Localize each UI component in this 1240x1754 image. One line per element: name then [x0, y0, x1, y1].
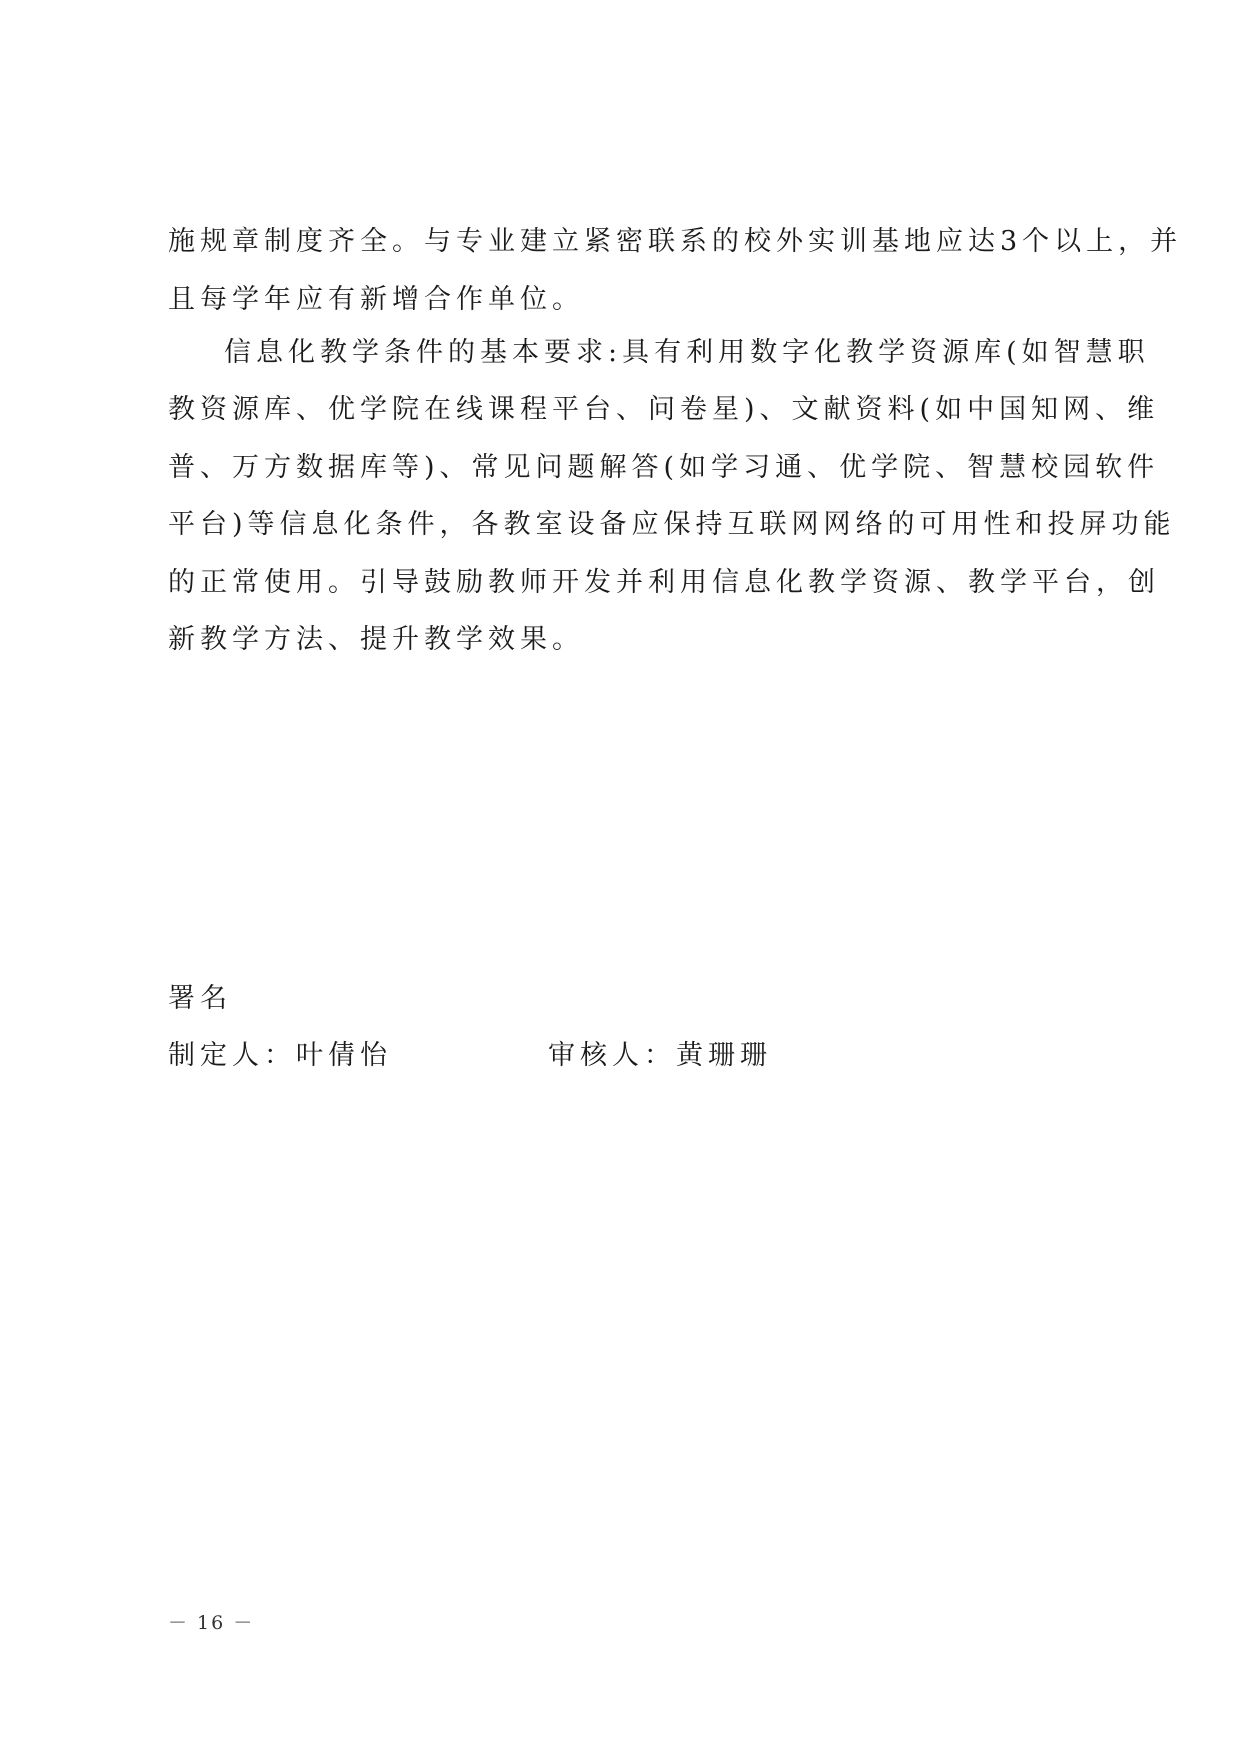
- signature-heading: 署名: [168, 983, 232, 1014]
- body-text-line: 施规章制度齐全。与专业建立紧密联系的校外实训基地应达3个以上，并: [168, 226, 1183, 257]
- body-text-line: 普、万方数据库等)、常见问题解答(如学习通、优学院、智慧校园软件: [168, 452, 1160, 483]
- body-text-line: 教资源库、优学院在线课程平台、问卷星)、文献资料(如中国知网、维: [168, 394, 1160, 425]
- paragraph-first-line: 信息化教学条件的基本要求:具有利用数字化教学资源库(如智慧职: [224, 337, 1150, 368]
- body-text-line: 新教学方法、提升教学效果。: [168, 624, 584, 655]
- drafter-signature: 制定人：叶倩怡: [168, 1040, 392, 1071]
- reviewer-signature: 审核人：黄珊珊: [548, 1040, 772, 1071]
- body-text-line: 且每学年应有新增合作单位。: [168, 284, 584, 315]
- body-text-line: 平台)等信息化条件，各教室设备应保持互联网网络的可用性和投屏功能: [168, 509, 1176, 540]
- page-number: － 16 －: [168, 1612, 255, 1634]
- body-text-line: 的正常使用。引导鼓励教师开发并利用信息化教学资源、教学平台，创: [168, 567, 1160, 598]
